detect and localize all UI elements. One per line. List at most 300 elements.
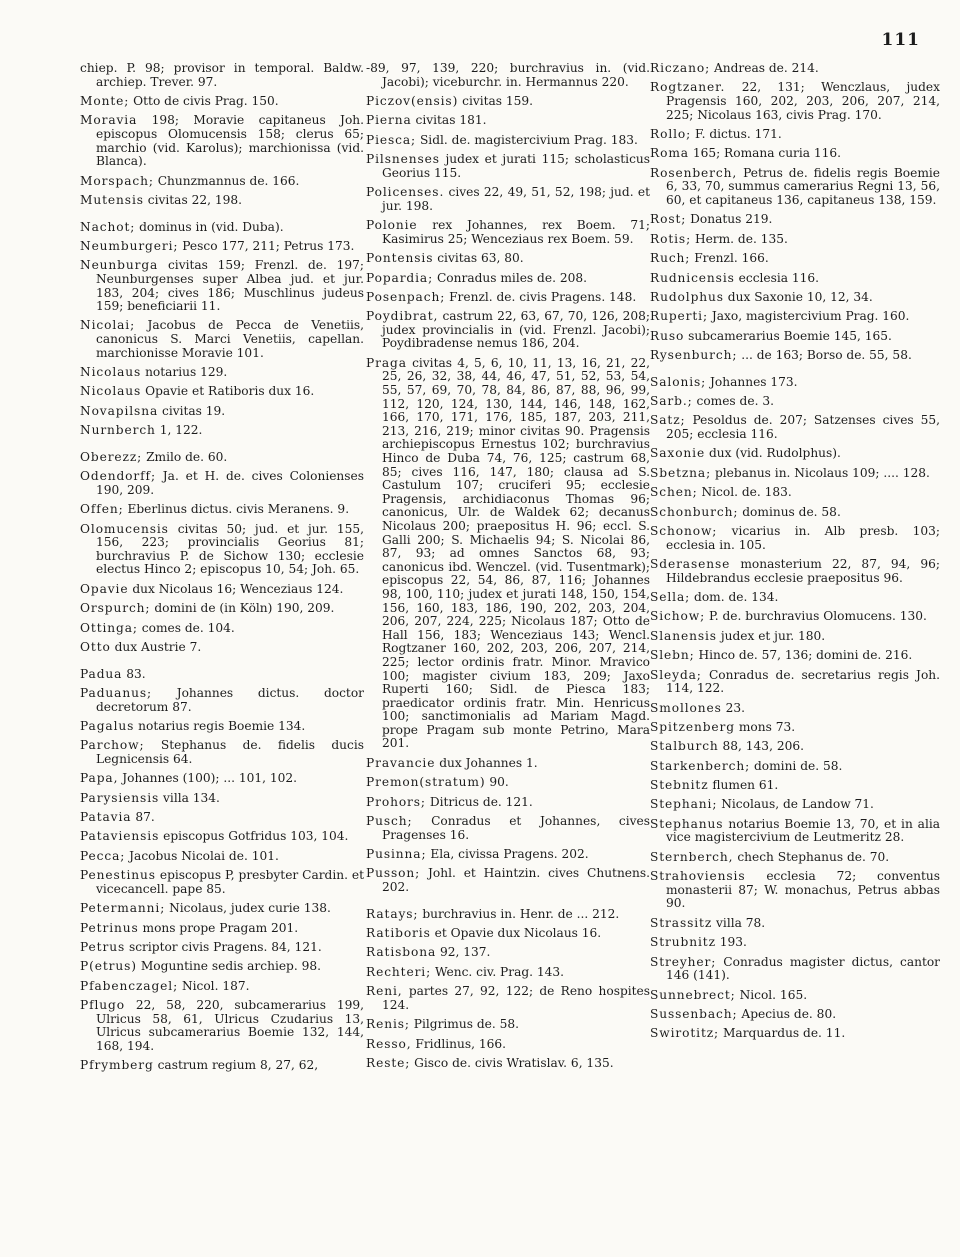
index-entry — [80, 451, 364, 465]
index-entry — [650, 330, 940, 344]
index-entry — [80, 772, 364, 786]
entry-headword: Smollones — [650, 700, 722, 715]
entry-text: dux Nicolaus 16; Wenceziaus 124. — [132, 581, 344, 596]
index-entry — [650, 798, 940, 812]
entry-text: episcopus P, presbyter Cardin. et vicecancell. pape 85. — [96, 868, 364, 896]
entry-headword: Streyher; — [650, 954, 717, 969]
entry-text: P. de. burchravius Olomucens. 130. — [708, 609, 927, 624]
index-entry — [650, 989, 940, 1003]
index-entry — [650, 167, 940, 208]
index-entry — [650, 936, 940, 950]
index-entry — [80, 175, 364, 189]
index-entry — [80, 922, 364, 936]
entry-headword: Moravia — [80, 113, 138, 128]
index-entry — [650, 558, 940, 585]
index-entry — [650, 467, 940, 481]
entry-headword: Rudolphus — [650, 289, 724, 304]
index-entry — [650, 349, 940, 363]
entry-headword: Stalburch — [650, 739, 719, 754]
entry-text: judex et jurati 115; scholasticus Georius 115. — [382, 152, 650, 180]
index-entry — [650, 414, 940, 441]
index-entry — [80, 319, 364, 360]
index-entry — [366, 134, 650, 148]
entry-text: Nicolaus, de Landow 71. — [721, 797, 874, 812]
entry-headword: Padua — [80, 666, 123, 681]
entry-headword: Rudnicensis — [650, 270, 735, 285]
entry-text: notarius regis Boemie 134. — [138, 718, 306, 733]
entry-text: dux (vid. Rudolphus). — [708, 446, 841, 461]
index-entry — [650, 956, 940, 983]
index-entry — [80, 941, 364, 955]
index-entry — [80, 114, 364, 168]
entry-headword: Rosenberch, — [650, 165, 738, 180]
entry-text: Conradus magister dictus, cantor 146 (141). — [666, 954, 941, 983]
entry-text: 22, 58, 220, subcamerarius 199, Ulricus 58, 61, Ulricus Czudarius 13, Ulricus subcamerarius Boemie 132, 144, 168, 194. — [96, 998, 364, 1053]
index-entry — [80, 668, 364, 682]
entry-text: Stephanus de. fidelis ducis Legnicensis 64. — [96, 738, 365, 766]
entry-headword: Prohors; — [366, 794, 426, 809]
entry-headword: Mutensis — [80, 192, 144, 207]
entry-headword: Sternberch, — [650, 849, 734, 864]
entry-text: Nicol. de. 183. — [701, 485, 792, 500]
entry-headword: Strahoviensis — [650, 869, 746, 884]
entry-headword: Praga — [366, 355, 407, 370]
index-entry — [650, 395, 940, 409]
entry-text: rex Johannes, rex Boem. 71; Kasimirus 25; Wenceziaus rex Boem. 59. — [382, 218, 651, 246]
index-entry — [366, 1018, 650, 1032]
entry-headword: Reste; — [366, 1055, 411, 1070]
index-entry — [80, 602, 364, 616]
entry-text: Nicol. 187. — [181, 978, 250, 993]
page-number: 111 — [881, 30, 920, 50]
entry-text: Chunzmannus de. 166. — [157, 173, 300, 188]
entry-text: Conradus et Johannes, cives Pragenses 16. — [382, 814, 650, 842]
entry-text: notarius 129. — [145, 365, 228, 380]
entry-headword: Roma — [650, 146, 689, 161]
entry-text: Johannes dictus. doctor decretorum 87. — [96, 685, 364, 714]
index-entry — [650, 525, 940, 552]
entry-headword: Renis; — [366, 1017, 410, 1032]
index-entry — [80, 470, 364, 497]
entry-headword: Petrinus — [80, 920, 139, 935]
entry-headword: Pflugo — [80, 998, 125, 1013]
entry-text: civitas 4, 5, 6, 10, 11, 13, 16, 21, 22, 25, 26, 32, 38, 44, 46, 47, 51, 52, 53, 54, 55, 57, 69, 70, 78, 84, 86, 87, 88, 96, 99, 112, 120, 124, 130, 144, 146, 148, 162, 166, 170, 171, 176, 185, 187, 203, 211, 213, 216, 219; minor civitas 90. Pragensis archiepiscopus Ernestus 102; burchravius Hinco de Duba 74, 76, 125; castrum 68, 85; cives 116, 147, 180; clausa ad S. Castulum 107; cruciferi 95; ecclesie Pragensis, archidiaconus Thomas 96; canonicus, Ulr. de Waldek 62; decanus Nicolaus 200; praepositus H. 96; eccl. S. Galli 200; S. Michaelis 94; S. Nicolai 86, 87, 93; ad omnes Sanctos 68, 93; canonicus ibd. Wenczel. (vid. Tusentmark); episcopus 22, 54, 86, 87, 116; Johannes 98, 100, 110; judex et jurati 148, 150, 154, 156, 160, 183, 186, 190, 202, 203, 204, 206, 207, 224, 225; Nicolaus 187; Otto de Hall 156, 183; Wenceziaus 143; Wencl. Rogtzaner 160, 202, 203, 206, 207, 214, 225; lector ordinis fratr. Minor. Mravico 100; magister civium 183, 209; Jaxo Ruperti 160; Sidl. de Piesca 183; praedicator ordinis fratr. Min. Henricus 100; sanctimonialis ad Mariam Magd. prope Pragam sub monte Petrino, Mara 201. — [382, 355, 650, 751]
entry-headword: Odendorff; — [80, 469, 156, 484]
index-entry — [366, 815, 650, 842]
index-entry — [80, 869, 364, 896]
entry-headword: Satz; — [650, 413, 686, 428]
index-entry — [366, 219, 650, 246]
entry-headword: Nicolai; — [80, 318, 136, 333]
entry-headword: Slanensis — [650, 628, 717, 643]
entry-text: 83. — [126, 666, 146, 681]
entry-headword: Pfabenczagel; — [80, 978, 179, 993]
entry-headword: Parchow; — [80, 738, 145, 753]
index-entry — [650, 233, 940, 247]
entry-text: comes de. 3. — [696, 394, 774, 409]
entry-text: Frenzl. 166. — [694, 251, 769, 266]
entry-headword: Ruch; — [650, 251, 691, 266]
entry-text: Johl. et Haintzin. cives Chutnens. 202. — [382, 866, 650, 895]
entry-text: castrum regium 8, 27, 62, — [157, 1058, 319, 1073]
entry-headword: Stebnitz — [650, 778, 709, 793]
entry-text: ecclesia 72; conventus monasterii 87; W. monachus, Petrus abbas 90. — [666, 869, 941, 911]
entry-text: civitas 22, 198. — [147, 192, 242, 207]
index-entry — [80, 739, 364, 766]
entry-text: -89, 97, 139, 220; burchravius in. (vid. Jacobi); viceburchr. in. Hermannus 220. — [366, 61, 650, 89]
entry-headword: Pataviensis — [80, 829, 160, 844]
index-entry — [80, 62, 364, 89]
index-entry — [650, 702, 940, 716]
entry-text: Johannes 173. — [710, 374, 798, 389]
entry-headword: Rost; — [650, 212, 687, 227]
entry-text: Sidl. de. magistercivium Prag. 183. — [419, 132, 638, 147]
entry-headword: Novapilsna — [80, 403, 159, 418]
entry-headword: Posenpach; — [366, 289, 446, 304]
entry-headword: Popardia; — [366, 270, 434, 285]
index-entry — [650, 591, 940, 605]
index-entry — [80, 1059, 364, 1073]
index-entry — [366, 848, 650, 862]
index-entry — [80, 583, 364, 597]
entry-text: Petrus de. fidelis regis Boemie 6, 33, 70, summus camerarius Regni 13, 56, 60, et capitaneus 136, capitaneus 138, 159. — [666, 165, 941, 207]
entry-headword: Rogtzaner. — [650, 80, 726, 95]
entry-text: Moguntine sedis archiep. 98. — [140, 959, 321, 974]
entry-headword: Sderasense — [650, 556, 731, 571]
index-entry — [650, 310, 940, 324]
entry-headword: Orspurch; — [80, 601, 151, 616]
index-column-2 — [366, 62, 650, 1076]
entry-text: Wenc. civ. Prag. 143. — [434, 964, 565, 979]
entry-text: Andreas de. 214. — [713, 61, 819, 75]
entry-text: mons 73. — [738, 719, 796, 734]
entry-text: 88, 143, 206. — [722, 739, 804, 754]
entry-headword: Sella; — [650, 589, 691, 604]
index-entry — [366, 252, 650, 266]
entry-text: episcopus Gotfridus 103, 104. — [163, 829, 349, 844]
index-entry — [650, 486, 940, 500]
entry-headword: Sunnebrect; — [650, 987, 736, 1002]
index-entry — [80, 960, 364, 974]
entry-text: dom. de. 134. — [694, 589, 779, 604]
index-entry — [80, 687, 364, 714]
index-entry — [366, 946, 650, 960]
entry-headword: Pontensis — [366, 251, 434, 266]
index-entry — [366, 95, 650, 109]
index-entry — [366, 985, 650, 1012]
entry-text: castrum 22, 63, 67, 70, 126, 208; judex provincialis in (vid. Frenzl. Jacobi); Poydibradense nemus 186, 204. — [382, 309, 650, 351]
index-entry — [650, 610, 940, 624]
entry-text: Jacobus de Pecca de Venetiis, canonicus S. Marci Venetiis, capellan. marchionisse Moravie 101. — [96, 318, 364, 360]
index-entry — [80, 503, 364, 517]
entry-headword: Resso, — [366, 1036, 412, 1051]
entry-text: F. dictus. 171. — [695, 126, 782, 141]
entry-headword: Paduanus; — [80, 685, 152, 700]
index-entry — [650, 447, 940, 461]
index-entry — [366, 291, 650, 305]
index-entry — [650, 213, 940, 227]
index-entry — [366, 908, 650, 922]
index-entry — [366, 757, 650, 771]
entry-headword: Rotis; — [650, 231, 692, 246]
entry-headword: Rollo; — [650, 126, 692, 141]
index-entry — [650, 740, 940, 754]
entry-headword: Schonburch; — [650, 504, 739, 519]
entry-text: Conradus de. secretarius regis Joh. 114, 122. — [666, 667, 941, 696]
entry-text: monasterium 22, 87, 94, 96; Hildebrandus ecclesie praepositus 96. — [666, 556, 941, 585]
entry-text: Zmilo de. 60. — [146, 449, 228, 464]
index-entry — [366, 272, 650, 286]
entry-text: civitas 63, 80. — [437, 251, 524, 266]
entry-headword: Pilsnenses — [366, 152, 440, 167]
entry-headword: Ratays; — [366, 906, 419, 921]
entry-text: domini de (in Köln) 190, 209. — [154, 601, 335, 616]
entry-text: flumen 61. — [712, 778, 779, 793]
entry-headword: Ruso — [650, 328, 685, 343]
index-entry — [80, 240, 364, 254]
entry-headword: Otto — [80, 639, 111, 654]
entry-text: dominus de. 58. — [742, 504, 841, 519]
entry-headword: Neumburgeri; — [80, 238, 179, 253]
index-entry — [366, 310, 650, 351]
entry-text: chech Stephanus de. 70. — [737, 849, 890, 864]
entry-headword: Petrus — [80, 940, 126, 954]
entry-headword: Opavie — [80, 581, 129, 596]
index-entry — [650, 506, 940, 520]
entry-text: burchravius in. Henr. de ... 212. — [422, 906, 620, 921]
entry-text: Donatus 219. — [690, 212, 773, 227]
index-entry — [650, 128, 940, 142]
entry-text: dux Austrie 7. — [114, 639, 202, 654]
entry-headword: Starkenberch; — [650, 758, 751, 773]
index-entry — [80, 830, 364, 844]
entry-text: Pesco 177, 211; Petrus 173. — [182, 238, 355, 253]
entry-text: Jacobus Nicolai de. 101. — [129, 848, 279, 863]
entry-text: scriptor civis Pragens. 84, 121. — [128, 940, 322, 954]
entry-headword: Parysiensis — [80, 790, 160, 805]
entry-text: et Opavie dux Nicolaus 16. — [434, 926, 602, 940]
index-entry — [80, 641, 364, 655]
index-entry — [80, 999, 364, 1053]
index-column-3 — [650, 62, 940, 1047]
entry-headword: Premon(stratum) — [366, 775, 486, 790]
entry-text: notarius Boemie 13, 70, et in alia vice magistercivium de Leutmeritz 28. — [666, 816, 941, 845]
index-entry — [650, 917, 940, 931]
index-entry — [80, 850, 364, 864]
index-entry — [650, 870, 940, 911]
entry-text: civitas 159; Frenzl. de. 197; Neunburgenses super Albea jud. et jur. 183, 204; cives 186; Muschlinus judeus 159; beneficiarii 11. — [96, 258, 364, 314]
index-entry — [80, 980, 364, 994]
entry-headword: Strubnitz — [650, 935, 716, 950]
entry-headword: Saxonie — [650, 446, 706, 461]
index-entry — [80, 221, 364, 235]
entry-text: Opavie et Ratiboris dux 16. — [145, 384, 315, 399]
entry-text: 92, 137. — [440, 945, 491, 960]
index-entry — [80, 259, 364, 313]
index-entry — [80, 792, 364, 806]
index-entry — [650, 760, 940, 774]
entry-text: Eberlinus dictus. civis Meranens. 9. — [127, 502, 350, 517]
entry-text: 1, 122. — [159, 423, 203, 438]
entry-headword: Rysenburch; — [650, 348, 738, 363]
entry-text: villa 134. — [163, 790, 220, 805]
entry-text: civitas 159. — [462, 93, 534, 108]
entry-text: Fridlinus, 166. — [415, 1036, 507, 1051]
entry-text: civitas 50; jud. et jur. 155, 156, 223; provincialis Georius 81; burchravius P. de Sichow 130; ecclesie electus Hinco 2; episcopus 10, 54; Joh. 65. — [96, 521, 365, 577]
index-entry — [650, 376, 940, 390]
entry-headword: Petermanni; — [80, 901, 166, 916]
entry-text: chiep. P. 98; provisor in temporal. Baldw. archiep. Trever. 97. — [80, 61, 364, 89]
entry-text: Otto de civis Prag. 150. — [133, 93, 279, 108]
entry-headword: Spitzenberg — [650, 719, 735, 734]
index-entry — [366, 966, 650, 980]
entry-text: villa 78. — [716, 915, 766, 930]
entry-text: subcamerarius Boemie 145, 165. — [688, 328, 892, 343]
entry-text: 198; Moravie capitaneus Joh. episcopus Olomucensis 158; clerus 65; marchio (vid. Karolus); marchionissa (vid. Blanca). — [96, 113, 365, 169]
index-entry — [650, 252, 940, 266]
entry-headword: Salonis; — [650, 374, 707, 389]
entry-text: domini de. 58. — [753, 758, 843, 773]
entry-headword: Schonow; — [650, 523, 718, 538]
index-entry — [650, 630, 940, 644]
entry-text: ... de 163; Borso de. 55, 58. — [741, 348, 912, 363]
entry-text: Pesoldus de. 207; Satzenses cives 55, 205; ecclesia 116. — [666, 413, 941, 442]
index-entry — [80, 424, 364, 438]
entry-headword: Sbetzna; — [650, 465, 712, 480]
entry-headword: Swirotitz; — [650, 1026, 720, 1041]
entry-headword: Schen; — [650, 485, 698, 500]
entry-headword: Ratisbona — [366, 945, 437, 960]
entry-text: Pilgrimus de. 58. — [413, 1017, 519, 1032]
entry-headword: Sussenbach; — [650, 1006, 738, 1021]
entry-text: plebanus in. Nicolaus 109; .... 128. — [714, 465, 930, 480]
entry-headword: Stephanus — [650, 816, 724, 831]
entry-headword: Offen; — [80, 502, 124, 517]
index-entry — [366, 927, 650, 941]
entry-headword: Piczov(ensis) — [366, 93, 459, 108]
index-entry — [650, 669, 940, 696]
entry-headword: Stephani; — [650, 797, 718, 812]
entry-text: dominus in (vid. Duba). — [139, 219, 284, 234]
entry-headword: Nicolaus — [80, 365, 142, 380]
entry-headword: Pusinna; — [366, 847, 427, 862]
index-entry — [80, 902, 364, 916]
entry-text: dux Saxonie 10, 12, 34. — [727, 289, 873, 304]
entry-headword: P(etrus) — [80, 959, 137, 974]
entry-text: 23. — [725, 700, 746, 715]
entry-text: ecclesia 116. — [738, 270, 820, 285]
index-entry — [366, 1038, 650, 1052]
index-entry — [650, 1008, 940, 1022]
entry-text: Ela, civissa Pragens. 202. — [430, 847, 589, 862]
index-entry — [650, 147, 940, 161]
index-entry — [80, 720, 364, 734]
entry-text: comes de. 104. — [141, 620, 235, 635]
entry-text: Nicol. 165. — [739, 987, 808, 1002]
entry-text: 22, 131; Wenczlaus, judex Pragensis 160, 202, 203, 206, 207, 214, 225; Nicolaus 163, civis Prag. 170. — [666, 80, 940, 122]
entry-headword: Pagalus — [80, 718, 135, 733]
index-entry — [650, 62, 940, 76]
entry-text: cives 22, 49, 51, 52, 198; jud. et jur. 198. — [382, 185, 650, 213]
entry-text: dux Johannes 1. — [439, 755, 538, 770]
index-entry — [366, 796, 650, 810]
index-entry — [366, 62, 650, 89]
index-entry — [366, 153, 650, 180]
entry-headword: Sarb.; — [650, 394, 693, 409]
entry-text: Nicolaus, judex curie 138. — [169, 901, 331, 916]
index-column-1 — [80, 62, 364, 1079]
entry-text: Jaxo, magistercivium Prag. 160. — [711, 309, 910, 324]
index-entry — [80, 95, 364, 109]
index-entry — [650, 1027, 940, 1041]
entry-text: Apecius de. 80. — [741, 1006, 837, 1021]
entry-text: Ja. et H. de. cives Colonienses 190, 209. — [96, 469, 365, 497]
index-entry — [650, 851, 940, 865]
entry-headword: Ratiboris — [366, 926, 431, 940]
entry-text: Gisco de. civis Wratislav. 6, 135. — [414, 1055, 614, 1070]
entry-text: Ditricus de. 121. — [429, 794, 533, 809]
entry-headword: Policenses. — [366, 185, 445, 200]
entry-text: 90. — [489, 775, 509, 790]
entry-headword: Pusson; — [366, 866, 421, 881]
entry-text: 87. — [135, 810, 155, 825]
entry-headword: Piesca; — [366, 132, 417, 147]
entry-headword: Pfrymberg — [80, 1058, 154, 1073]
entry-text: Hinco de. 57, 136; domini de. 216. — [698, 648, 913, 663]
index-entry — [80, 622, 364, 636]
entry-text: civitas 19. — [162, 403, 226, 418]
index-entry — [366, 357, 650, 751]
index-entry — [650, 818, 940, 845]
index-entry — [80, 194, 364, 208]
entry-headword: Monte; — [80, 93, 130, 108]
index-entry — [366, 867, 650, 894]
index-entry — [366, 186, 650, 213]
entry-headword: Poydibrat, — [366, 309, 439, 324]
entry-text: Conradus miles de. 208. — [436, 270, 587, 285]
entry-headword: Ottinga; — [80, 620, 138, 635]
index-entry — [650, 779, 940, 793]
entry-headword: Strassitz — [650, 915, 713, 930]
entry-headword: Polonie — [366, 218, 418, 233]
entry-text: 165; Romana curia 116. — [692, 146, 842, 161]
entry-headword: Reni, — [366, 984, 403, 999]
entry-text: Herm. de. 135. — [694, 231, 788, 246]
index-entry — [650, 81, 940, 122]
entry-headword: Pusch; — [366, 814, 413, 829]
index-entry — [650, 721, 940, 735]
index-entry — [80, 405, 364, 419]
entry-text: 193. — [719, 935, 747, 950]
entry-headword: Ruperti; — [650, 309, 708, 324]
index-entry — [650, 649, 940, 663]
entry-headword: Neunburga — [80, 258, 159, 273]
index-entry — [80, 366, 364, 380]
entry-headword: Slebn; — [650, 648, 695, 663]
index-entry — [80, 811, 364, 825]
entry-headword: Pierna — [366, 113, 412, 128]
entry-headword: Nachot; — [80, 219, 136, 234]
entry-headword: Pecca; — [80, 848, 126, 863]
entry-headword: Oberezz; — [80, 449, 143, 464]
entry-text: Frenzl. de. civis Pragens. 148. — [449, 289, 637, 304]
entry-text: vicarius in. Alb presb. 103; ecclesia in. 105. — [666, 523, 941, 552]
entry-headword: Olomucensis — [80, 521, 169, 536]
index-entry — [366, 1057, 650, 1071]
entry-headword: Riczano; — [650, 61, 711, 75]
index-entry — [366, 776, 650, 790]
entry-headword: Sichow; — [650, 609, 706, 624]
